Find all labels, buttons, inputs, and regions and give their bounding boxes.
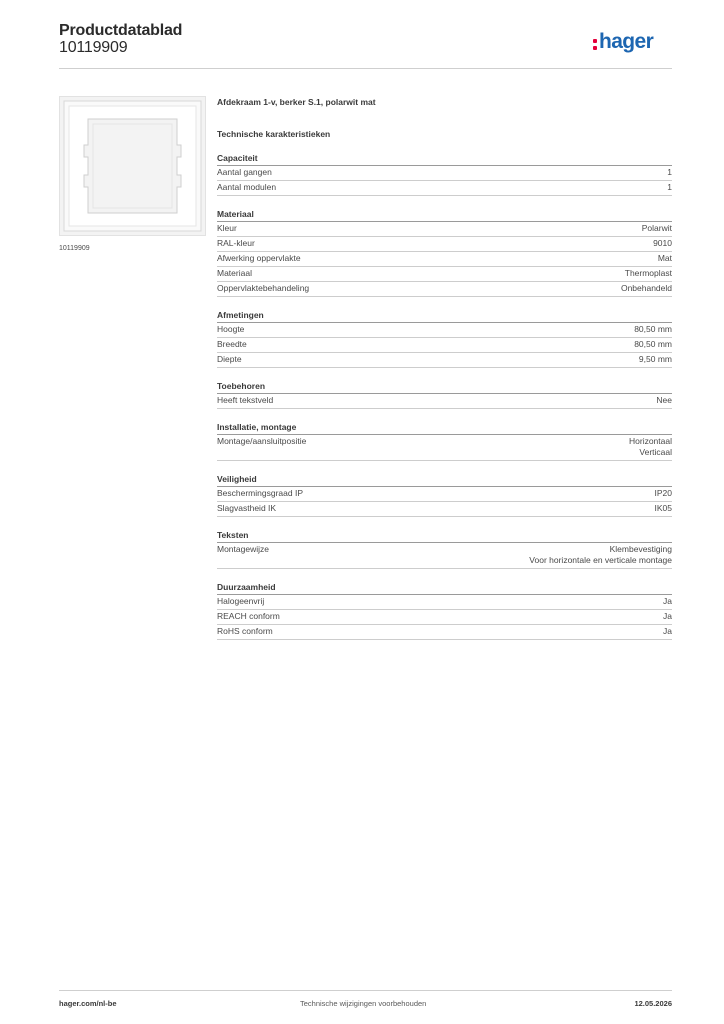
- spec-value-line: 9,50 mm: [638, 354, 672, 364]
- spec-row: [217, 543, 672, 569]
- spec-section: [217, 152, 672, 196]
- spec-label: Materiaal: [217, 268, 252, 278]
- spec-label: Kleur: [217, 223, 237, 233]
- spec-row: [217, 435, 672, 461]
- spec-value-line: Klembevestiging: [609, 544, 672, 554]
- spec-label: Heeft tekstveld: [217, 395, 274, 405]
- spec-label: Aantal modulen: [217, 182, 277, 192]
- spec-value-line: Mat: [657, 253, 672, 263]
- spec-label: RoHS conform: [217, 626, 273, 636]
- spec-label: Montage/aansluitpositie: [217, 436, 307, 446]
- footer-divider: [59, 990, 672, 991]
- footer-date: 12.05.2026: [634, 999, 672, 1008]
- footer-website: hager.com/nl-be: [59, 999, 117, 1008]
- spec-row: [217, 181, 672, 196]
- spec-value: [634, 324, 672, 335]
- spec-section: [217, 208, 672, 297]
- spec-label: Beschermingsgraad IP: [217, 488, 303, 498]
- section-title: Materiaal: [217, 208, 672, 222]
- product-title: Afdekraam 1-v, berker S.1, polarwit mat: [217, 97, 376, 107]
- product-specs: [217, 96, 672, 640]
- spec-label: RAL-kleur: [217, 238, 255, 248]
- spec-value-line: Ja: [663, 611, 672, 621]
- document-title: Productdatablad: [59, 22, 183, 39]
- spec-row: [217, 267, 672, 282]
- spec-value-line: Onbehandeld: [620, 283, 672, 293]
- spec-value: [655, 488, 673, 499]
- spec-value-line: Thermoplast: [624, 268, 672, 278]
- spec-value: [625, 268, 672, 279]
- spec-value-line: Ja: [663, 596, 672, 606]
- spec-row: [217, 252, 672, 267]
- spec-value-line: Polarwit: [641, 223, 672, 233]
- spec-heading: Technische karakteristieken: [217, 129, 331, 139]
- spec-row: [217, 353, 672, 368]
- spec-label: Diepte: [217, 354, 242, 364]
- spec-section: [217, 309, 672, 368]
- spec-value: [663, 611, 672, 622]
- spec-value: [642, 223, 672, 234]
- spec-row: [217, 487, 672, 502]
- spec-value: [663, 626, 672, 637]
- spec-section: [217, 380, 672, 409]
- spec-value-line: Horizontaal: [629, 436, 672, 446]
- section-title: Duurzaamheid: [217, 581, 672, 595]
- footer-notice: Technische wijzigingen voorbehouden: [300, 999, 427, 1008]
- spec-label: Breedte: [217, 339, 247, 349]
- hager-logo: [593, 30, 653, 54]
- spec-value-line: 9010: [653, 238, 672, 248]
- product-image: [59, 96, 206, 236]
- spec-sections: [217, 152, 672, 640]
- spec-label: Afwerking oppervlakte: [217, 253, 301, 263]
- section-title: Toebehoren: [217, 380, 672, 394]
- section-title: Capaciteit: [217, 152, 672, 166]
- spec-section: [217, 529, 672, 569]
- spec-value: [529, 544, 672, 566]
- spec-row: [217, 222, 672, 237]
- spec-value: [634, 339, 672, 350]
- spec-value-line: 80,50 mm: [634, 339, 672, 349]
- logo-dots-icon: [593, 37, 597, 51]
- spec-value: [667, 182, 672, 193]
- spec-label: Slagvastheid IK: [217, 503, 277, 513]
- spec-row: [217, 610, 672, 625]
- section-title: Teksten: [217, 529, 672, 543]
- spec-label: Halogeenvrij: [217, 596, 265, 606]
- spec-section: [217, 421, 672, 461]
- section-title: Installatie, montage: [217, 421, 672, 435]
- spec-value: [655, 503, 673, 514]
- spec-value-line: IP20: [654, 488, 672, 498]
- spec-label: REACH conform: [217, 611, 280, 621]
- spec-value: [629, 436, 672, 458]
- spec-label: Hoogte: [217, 324, 245, 334]
- spec-row: [217, 237, 672, 252]
- spec-value: [667, 167, 672, 178]
- product-code: 10119909: [59, 39, 128, 56]
- section-title: Afmetingen: [217, 309, 672, 323]
- spec-row: [217, 323, 672, 338]
- spec-value-line: Voor horizontale en verticale montage: [529, 555, 672, 565]
- spec-value: [653, 238, 672, 249]
- cover-frame-image: [60, 97, 205, 235]
- spec-value: [663, 596, 672, 607]
- spec-value-line: Ja: [663, 626, 672, 636]
- spec-row: [217, 394, 672, 409]
- spec-label: Oppervlaktebehandeling: [217, 283, 310, 293]
- image-caption: 10119909: [59, 245, 90, 252]
- spec-value-line: 80,50 mm: [634, 324, 672, 334]
- spec-value: [621, 283, 672, 294]
- spec-value-line: 1: [667, 182, 672, 192]
- header-divider: [59, 68, 672, 69]
- spec-row: [217, 502, 672, 517]
- spec-value: [658, 253, 672, 264]
- section-title: Veiligheid: [217, 473, 672, 487]
- spec-row: [217, 338, 672, 353]
- spec-row: [217, 595, 672, 610]
- logo-text: hager: [599, 30, 654, 53]
- spec-row: [217, 166, 672, 181]
- spec-value-line: Nee: [656, 395, 672, 405]
- spec-row: [217, 282, 672, 297]
- spec-value: [656, 395, 672, 406]
- spec-value: [639, 354, 672, 365]
- spec-label: Montagewijze: [217, 544, 269, 554]
- spec-value-line: 1: [667, 167, 672, 177]
- spec-value-line: IK05: [654, 503, 672, 513]
- spec-value-line: Verticaal: [639, 447, 672, 457]
- spec-section: [217, 473, 672, 517]
- spec-row: [217, 625, 672, 640]
- spec-section: [217, 581, 672, 640]
- spec-label: Aantal gangen: [217, 167, 272, 177]
